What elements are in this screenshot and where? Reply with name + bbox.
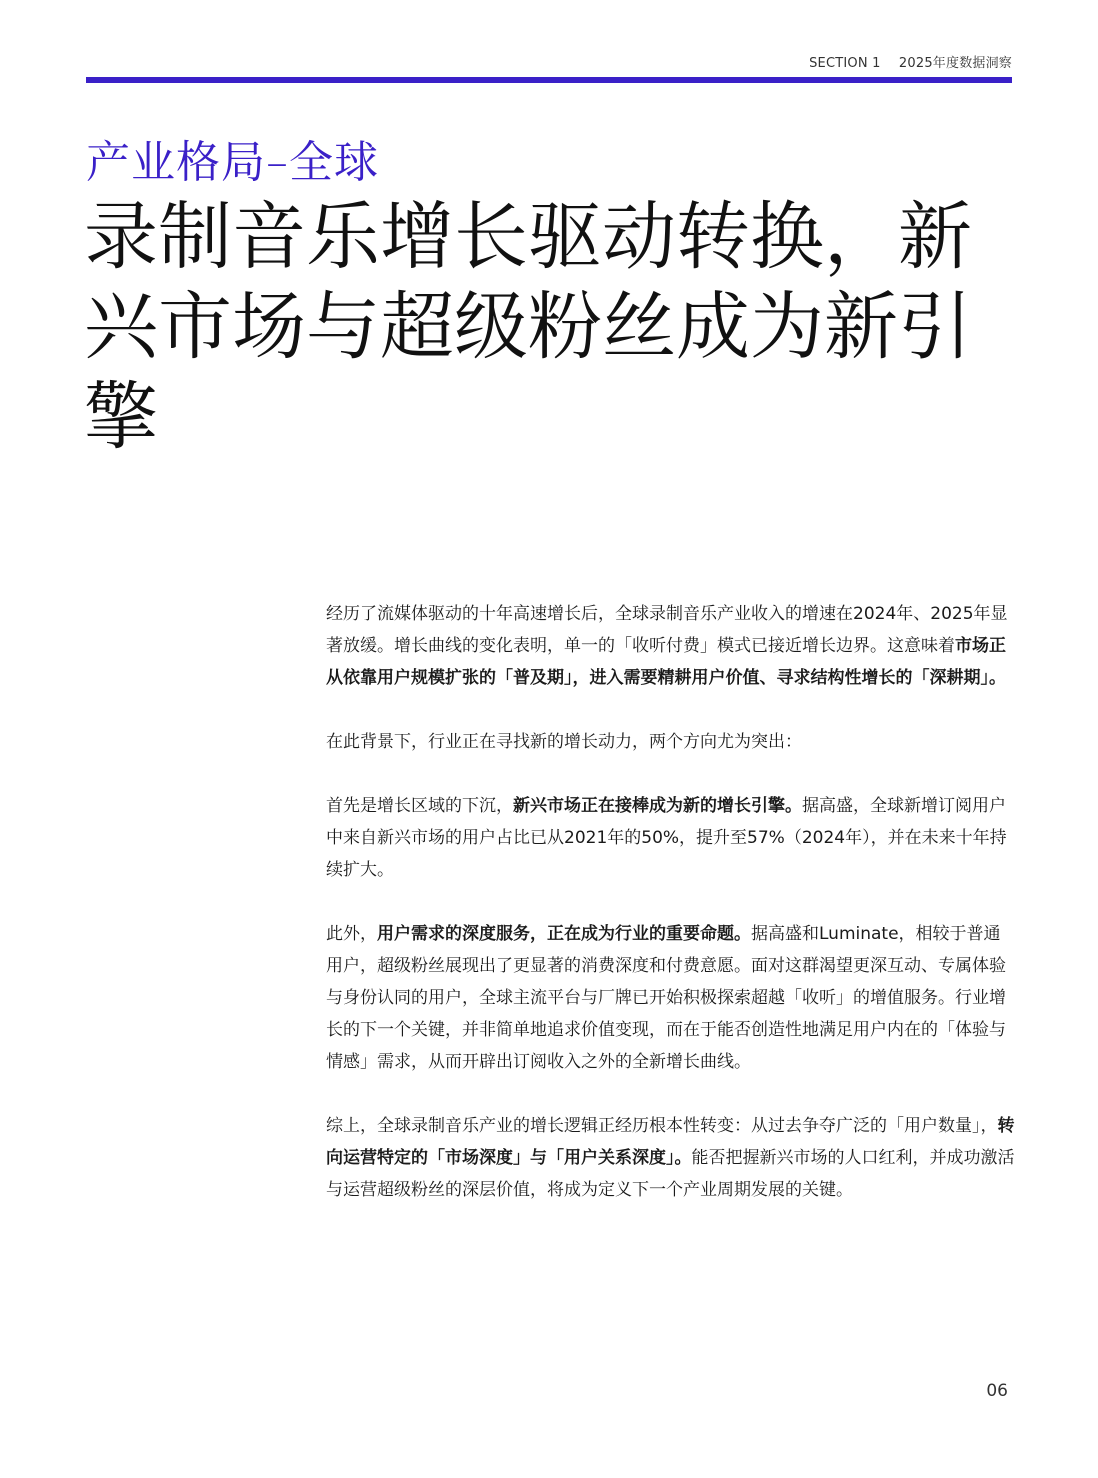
report-label: 2025年度数据洞察 [898, 56, 1012, 71]
section-kicker: 产业格局–全球 [86, 137, 379, 188]
section-label: SECTION 1 [809, 56, 881, 71]
paragraph: 首先是增长区域的下沉，新兴市场正在接棒成为新的增长引擎。据高盛，全球新增订阅用户中来自新兴市场的用户占比已从2021年的50%，提升至57%（2024年），并在未来十年持续扩大。 [326, 796, 1007, 880]
paragraph: 在此背景下，行业正在寻找新的增长动力，两个方向尤为突出： [326, 732, 802, 752]
running-header [795, 52, 1012, 71]
page-title: 录制音乐增长驱动转换，新兴市场与超级粉丝成为新引擎 [84, 194, 972, 460]
paragraph: 经历了流媒体驱动的十年高速增长后，全球录制音乐产业收入的增速在2024年、2025年显著放缓。增长曲线的变化表明，单一的「收听付费」模式已接近增长边界。这意味着市场正从依靠用户规模扩张的「普及期」，进入需要精耕用户价值、寻求结构性增长的「深耕期」。 [326, 604, 1008, 688]
paragraph: 此外，用户需求的深度服务，正在成为行业的重要命题。据高盛和Luminate，相较于普通用户，超级粉丝展现出了更显著的消费深度和付费意愿。面对这群渴望更深互动、专属体验与身份认同的用户，全球主流平台与厂牌已开始积极探索超越「收听」的增值服务。行业增长的下一个关键，并非简单地追求价值变现，而在于能否创造性地满足用户内在的「体验与情感」需求，从而开辟出订阅收入之外的全新增长曲线。 [326, 924, 1006, 1072]
page-number: 06 [986, 1381, 1008, 1401]
body-text [326, 598, 1016, 1238]
header-rule [86, 77, 1012, 83]
paragraph: 综上，全球录制音乐产业的增长逻辑正经历根本性转变：从过去争夺广泛的「用户数量」，转向运营特定的「市场深度」与「用户关系深度」。能否把握新兴市场的人口红利，并成功激活与运营超级粉丝的深层价值，将成为定义下一个产业周期发展的关键。 [326, 1116, 1015, 1200]
